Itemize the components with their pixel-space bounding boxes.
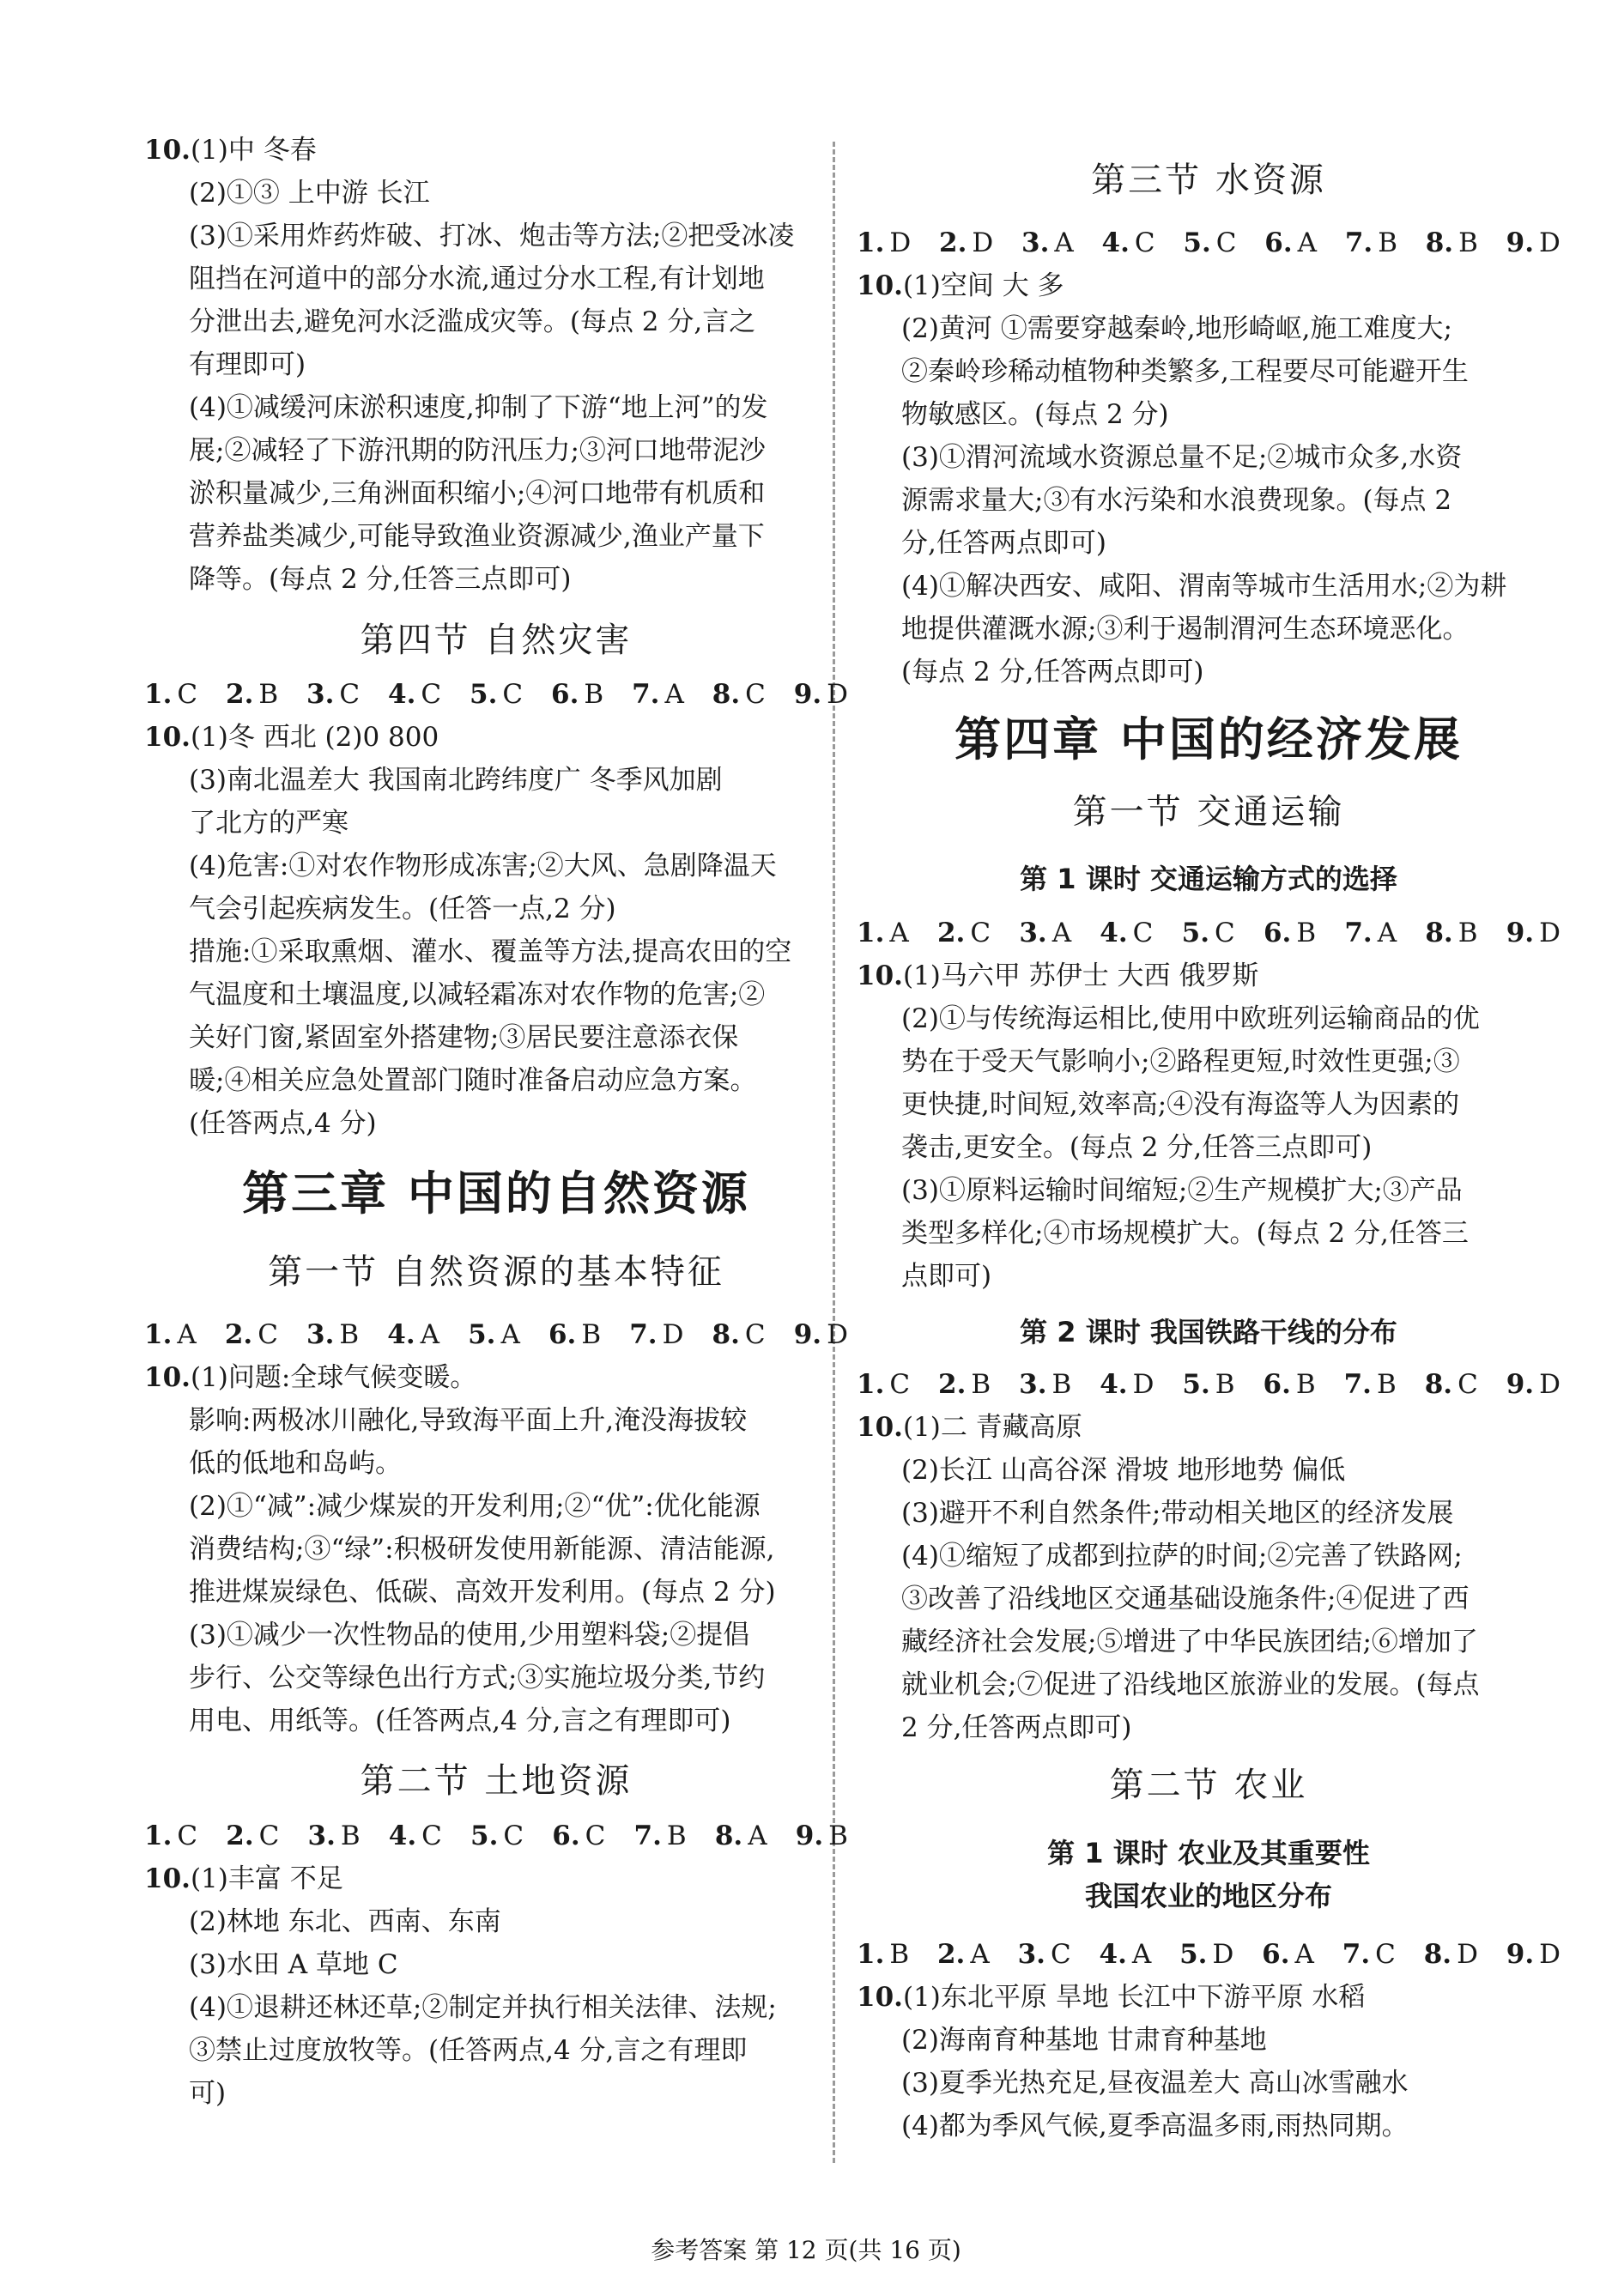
answer-line: 阻挡在河道中的部分水流,通过分水工程,有计划地 xyxy=(189,264,765,294)
answer-line: (2)海南育种基地 甘肃育种基地 xyxy=(901,2025,1267,2056)
right-column xyxy=(857,154,1560,2148)
section-title-transportation: 第一节 交通运输 xyxy=(1072,792,1345,832)
multiple-choice-answers-basic: 1. A 2. C 3. B 4. A 5. A 6. B 7. D 8. C 9. D xyxy=(144,1319,848,1350)
answer-line: 展;②减轻了下游汛期的防汛压力;③河口地带泥沙 xyxy=(189,435,766,466)
section-title-agriculture: 第二节 农业 xyxy=(1109,1766,1308,1805)
answer-line: (3)南北温差大 我国南北跨纬度广 冬季风加剧 xyxy=(189,765,723,796)
answer-line: (3)水田 A 草地 C xyxy=(189,1949,398,1980)
answer-line: (2)①与传统海运相比,使用中欧班列运输商品的优 xyxy=(901,1003,1480,1034)
answer-line: (2)林地 东北、西南、东南 xyxy=(189,1906,501,1937)
answer-line: 2 分,任答两点即可) xyxy=(901,1712,1132,1743)
answer-line: 步行、公交等绿色出行方式;③实施垃圾分类,节约 xyxy=(189,1663,766,1693)
multiple-choice-answers-transport-1: 1. A 2. C 3. A 4. C 5. C 6. B 7. A 8. B 9. D xyxy=(857,918,1560,948)
answer-line: 分泄出去,避免河水泛滥成灾等。(每点 2 分,言之 xyxy=(189,306,756,337)
answer-line: (4)危害:①对农作物形成冻害;②大风、急剧降温天 xyxy=(189,851,777,881)
answer-line: 淤积量减少,三角洲面积缩小;④河口地带有机质和 xyxy=(189,478,766,509)
answer-line: 推进煤炭绿色、低碳、高效开发利用。(每点 2 分) xyxy=(189,1577,776,1608)
question-10-hydrology: 10.(1)中 冬春 xyxy=(144,135,317,166)
lesson-title-transport-choice: 第 1 课时 交通运输方式的选择 xyxy=(1020,863,1397,895)
lesson-title-railway-lines: 第 2 课时 我国铁路干线的分布 xyxy=(1020,1316,1397,1348)
answer-line: (4)①退耕还林还草;②制定并执行相关法律、法规; xyxy=(189,1992,777,2023)
question-10-transport-2: 10.(1)二 青藏高原 xyxy=(857,1412,1082,1443)
left-column xyxy=(144,129,848,2115)
answer-line: 措施:①采取熏烟、灌水、覆盖等方法,提高农田的空 xyxy=(189,936,792,967)
answer-line: 降等。(每点 2 分,任答三点即可) xyxy=(189,564,572,595)
answer-line: (4)①解决西安、咸阳、渭南等城市生活用水;②为耕 xyxy=(901,571,1507,602)
question-10-water: 10.(1)空间 大 多 xyxy=(857,270,1064,301)
answer-line: (3)①原料运输时间缩短;②生产规模扩大;③产品 xyxy=(901,1175,1463,1206)
chapter-title-economic-development: 第四章 中国的经济发展 xyxy=(954,712,1463,766)
answer-line: 可) xyxy=(189,2078,227,2109)
answer-line: 更快捷,时间短,效率高;④没有海盗等人为因素的 xyxy=(901,1089,1460,1120)
answer-line: (3)夏季光热充足,昼夜温差大 高山冰雪融水 xyxy=(901,2068,1409,2099)
answer-line: (3)避开不利自然条件;带动相关地区的经济发展 xyxy=(901,1498,1454,1529)
answer-line: 暖;④相关应急处置部门随时准备启动应急方案。 xyxy=(189,1065,757,1096)
answer-line: 分,任答两点即可) xyxy=(901,528,1106,559)
answer-line: (2)长江 山高谷深 滑坡 地形地势 偏低 xyxy=(901,1455,1346,1486)
lesson-title-agriculture-importance: 第 1 课时 农业及其重要性 xyxy=(1047,1837,1370,1869)
lesson-title-agriculture-distribution: 我国农业的地区分布 xyxy=(1084,1880,1332,1912)
answer-line: 影响:两极冰川融化,导致海平面上升,淹没海拔较 xyxy=(189,1405,748,1436)
answer-line: (2)黄河 ①需要穿越秦岭,地形崎岖,施工难度大; xyxy=(901,313,1452,344)
answer-line: ③改善了沿线地区交通基础设施条件;④促进了西 xyxy=(901,1584,1470,1614)
answer-line: 关好门窗,紧固室外搭建物;③居民要注意添衣保 xyxy=(189,1022,739,1053)
answer-line: (3)①采用炸药炸破、打冰、炮击等方法;②把受冰凌 xyxy=(189,221,795,251)
question-10-basic: 10.(1)问题:全球气候变暖。 xyxy=(144,1362,477,1393)
answer-line: 物敏感区。(每点 2 分) xyxy=(901,399,1169,430)
answer-line: 气会引起疾病发生。(任答一点,2 分) xyxy=(189,894,616,924)
answer-line: (4)①缩短了成都到拉萨的时间;②完善了铁路网; xyxy=(901,1541,1463,1572)
answer-line: ③禁止过度放牧等。(任答两点,4 分,言之有理即 xyxy=(189,2035,748,2066)
answer-line: (3)①渭河流域水资源总量不足;②城市众多,水资 xyxy=(901,442,1463,473)
answer-line: (任答两点,4 分) xyxy=(189,1108,377,1139)
section-title-natural-disasters: 第四节 自然灾害 xyxy=(360,621,633,660)
answer-line: (4)①减缓河床淤积速度,抑制了下游“地上河”的发 xyxy=(189,392,768,423)
answer-line: 点即可) xyxy=(901,1261,992,1292)
question-10-disasters: 10.(1)冬 西北 (2)0 800 xyxy=(144,722,439,753)
question-10-transport-1: 10.(1)马六甲 苏伊士 大西 俄罗斯 xyxy=(857,960,1259,991)
answer-line: ②秦岭珍稀动植物种类繁多,工程要尽可能避开生 xyxy=(901,356,1469,387)
answer-line: (3)①减少一次性物品的使用,少用塑料袋;②提倡 xyxy=(189,1620,750,1651)
section-title-land-resources: 第二节 土地资源 xyxy=(360,1761,633,1801)
section-title-basic-features: 第一节 自然资源的基本特征 xyxy=(268,1252,724,1292)
answer-line: 源需求量大;③有水污染和水浪费现象。(每点 2 xyxy=(901,485,1452,516)
page-footer: 参考答案 第 12 页(共 16 页) xyxy=(651,2236,961,2264)
answer-line: 藏经济社会发展;⑤增进了中华民族团结;⑥增加了 xyxy=(901,1627,1478,1657)
multiple-choice-answers-transport-2: 1. C 2. B 3. B 4. D 5. B 6. B 7. B 8. C 9. D xyxy=(857,1369,1560,1400)
answer-line: 消费结构;③“绿”:积极研发使用新能源、清洁能源, xyxy=(189,1534,775,1565)
answer-line: 有理即可) xyxy=(189,349,306,380)
answer-line: 用电、用纸等。(任答两点,4 分,言之有理即可) xyxy=(189,1705,731,1736)
question-10-agriculture: 10.(1)东北平原 旱地 长江中下游平原 水稻 xyxy=(857,1982,1366,2013)
multiple-choice-answers-disasters: 1. C 2. B 3. C 4. C 5. C 6. B 7. A 8. C 9. D xyxy=(144,679,848,710)
answer-line: 气温度和土壤温度,以减轻霜冻对农作物的危害;② xyxy=(189,979,766,1010)
answer-line: 了北方的严寒 xyxy=(189,808,348,839)
multiple-choice-answers-agriculture: 1. B 2. A 3. C 4. A 5. D 6. A 7. C 8. D 9. D xyxy=(857,1939,1560,1970)
multiple-choice-answers-land: 1. C 2. C 3. B 4. C 5. C 6. C 7. B 8. A 9. B xyxy=(144,1820,848,1851)
question-10-land: 10.(1)丰富 不足 xyxy=(144,1863,343,1894)
answer-line: 类型多样化;④市场规模扩大。(每点 2 分,任答三 xyxy=(901,1218,1469,1249)
answer-line: 地提供灌溉水源;③利于遏制渭河生态环境恶化。 xyxy=(901,614,1470,645)
chapter-title-natural-resources: 第三章 中国的自然资源 xyxy=(242,1166,750,1221)
multiple-choice-answers-water: 1. D 2. D 3. A 4. C 5. C 6. A 7. B 8. B 9. D xyxy=(857,227,1560,258)
answer-line: (2)①③ 上中游 长江 xyxy=(189,178,430,209)
answer-line: (4)都为季风气候,夏季高温多雨,雨热同期。 xyxy=(901,2111,1409,2142)
answer-line: 营养盐类减少,可能导致渔业资源减少,渔业产量下 xyxy=(189,521,765,552)
answer-line: 低的低地和岛屿。 xyxy=(189,1448,402,1479)
answer-line: (2)①“减”:减少煤炭的开发利用;②“优”:优化能源 xyxy=(189,1491,761,1522)
answer-line: 就业机会;⑦促进了沿线地区旅游业的发展。(每点 xyxy=(901,1669,1480,1700)
section-title-water-resources: 第三节 水资源 xyxy=(1091,161,1326,200)
answer-line: (每点 2 分,任答两点即可) xyxy=(901,657,1204,688)
answer-line: 势在于受天气影响小;②路程更短,时效性更强;③ xyxy=(901,1046,1460,1077)
answer-line: 袭击,更安全。(每点 2 分,任答三点即可) xyxy=(901,1132,1373,1163)
